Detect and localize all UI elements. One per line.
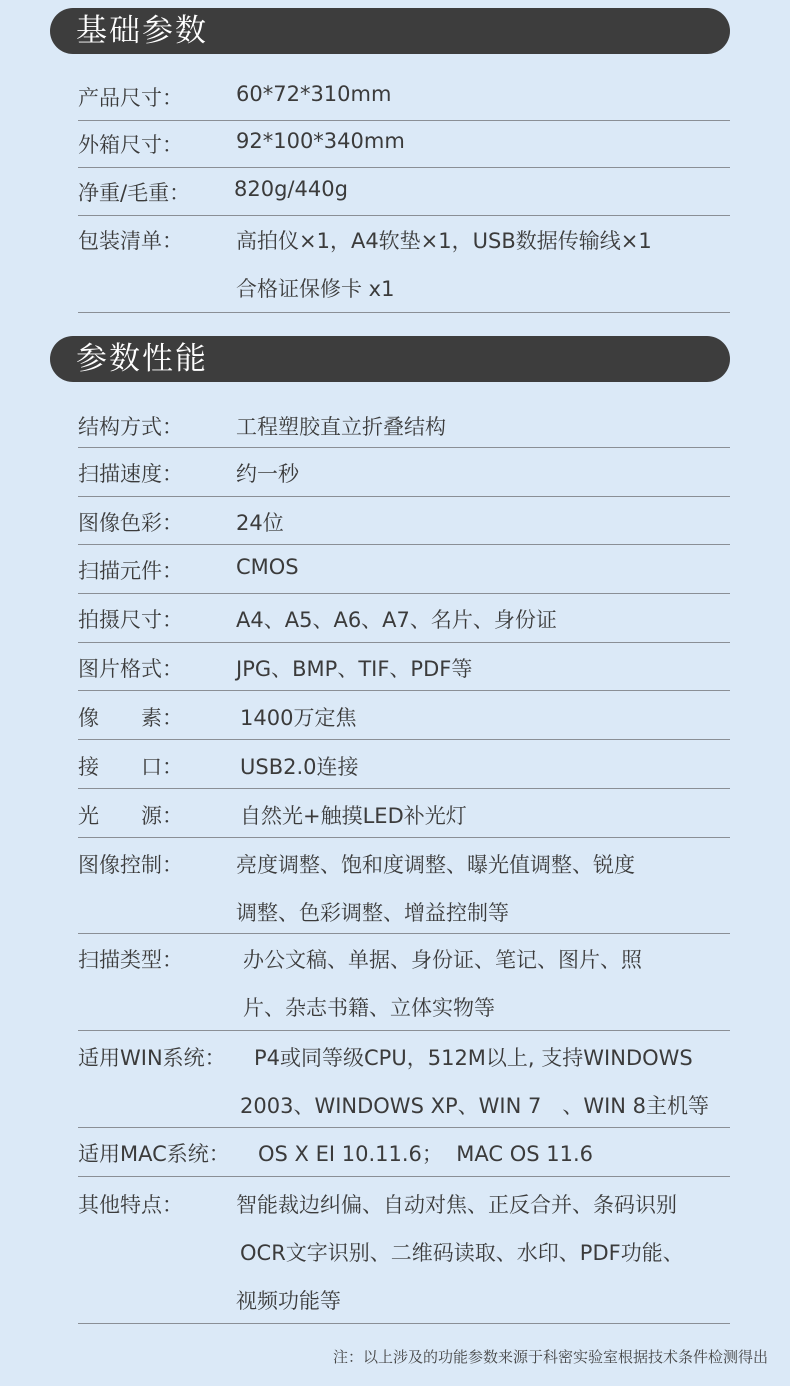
row-value: 亮度调整、饱和度调整、曝光值调整、锐度 xyxy=(236,853,635,877)
section-title-performance: 参数性能 xyxy=(76,341,208,377)
row-value: 自然光+触摸LED补光灯 xyxy=(240,804,467,828)
table-row xyxy=(78,1031,730,1128)
row-label: 像 素： xyxy=(78,706,183,730)
row-label: 扫描类型： xyxy=(78,948,183,972)
row-label: 图像色彩： xyxy=(78,511,183,535)
performance-params-table xyxy=(78,400,730,1324)
row-value: 2003、WINDOWS XP、WIN 7 、WIN 8主机等 xyxy=(240,1094,710,1118)
row-label: 净重/毛重： xyxy=(78,181,191,205)
row-value: 工程塑胶直立折叠结构 xyxy=(236,415,446,439)
section-title-basic: 基础参数 xyxy=(76,13,208,49)
row-value: 智能裁边纠偏、自动对焦、正反合并、条码识别 xyxy=(236,1193,677,1217)
row-label: 结构方式： xyxy=(78,415,183,439)
row-value: OCR文字识别、二维码读取、水印、PDF功能、 xyxy=(240,1241,684,1265)
table-row xyxy=(78,934,730,1031)
table-row xyxy=(78,643,730,691)
row-value: 820g/440g xyxy=(234,177,348,201)
row-label: 产品尺寸： xyxy=(78,86,183,110)
row-label: 适用WIN系统： xyxy=(78,1046,226,1070)
row-label: 拍摄尺寸： xyxy=(78,608,183,632)
table-row xyxy=(78,400,730,448)
row-label: 图像控制： xyxy=(78,853,183,877)
row-value: 视频功能等 xyxy=(236,1289,341,1313)
row-value: USB2.0连接 xyxy=(240,755,359,779)
row-value: 约一秒 xyxy=(236,462,299,486)
row-value: 60*72*310mm xyxy=(236,82,392,106)
row-value: CMOS xyxy=(236,555,299,579)
table-row xyxy=(78,497,730,545)
table-row xyxy=(78,448,730,497)
table-row xyxy=(78,740,730,789)
section-header-performance xyxy=(50,336,730,382)
table-row xyxy=(78,72,730,121)
row-label: 适用MAC系统： xyxy=(78,1142,230,1166)
row-value: 片、杂志书籍、立体实物等 xyxy=(243,996,495,1020)
row-value: 合格证保修卡 x1 xyxy=(236,277,395,301)
row-label: 扫描元件： xyxy=(78,559,183,583)
row-value: 办公文稿、单据、身份证、笔记、图片、照 xyxy=(243,948,642,972)
row-label: 其他特点： xyxy=(78,1193,183,1217)
row-label: 包装清单： xyxy=(78,229,183,253)
row-value: A4、A5、A6、A7、名片、身份证 xyxy=(236,608,557,632)
table-row xyxy=(78,789,730,838)
row-value: 24位 xyxy=(236,511,284,535)
table-row xyxy=(78,545,730,594)
row-value: 1400万定焦 xyxy=(240,706,357,730)
row-label: 外箱尺寸： xyxy=(78,133,183,157)
table-row xyxy=(78,1128,730,1177)
row-value: 调整、色彩调整、增益控制等 xyxy=(236,901,509,925)
row-label: 扫描速度： xyxy=(78,462,183,486)
row-label: 接 口： xyxy=(78,755,183,779)
table-row xyxy=(78,838,730,934)
row-label: 图片格式： xyxy=(78,657,183,681)
row-label: 光 源： xyxy=(78,804,183,828)
row-value: 92*100*340mm xyxy=(236,129,405,153)
table-row xyxy=(78,1177,730,1324)
row-value: JPG、BMP、TIF、PDF等 xyxy=(236,657,473,681)
table-row xyxy=(78,216,730,313)
table-row xyxy=(78,121,730,168)
row-value: 高拍仪×1，A4软垫×1，USB数据传输线×1 xyxy=(236,229,652,253)
footnote: 注：以上涉及的功能参数来源于科密实验室根据技术条件检测得出 xyxy=(332,1348,768,1366)
table-row xyxy=(78,691,730,740)
basic-params-table xyxy=(78,72,730,313)
section-header-basic xyxy=(50,8,730,54)
table-row xyxy=(78,168,730,216)
row-value: P4或同等级CPU，512M以上, 支持WINDOWS xyxy=(254,1046,693,1070)
table-row xyxy=(78,594,730,643)
row-value: OS X EI 10.11.6； MAC OS 11.6 xyxy=(258,1142,593,1166)
